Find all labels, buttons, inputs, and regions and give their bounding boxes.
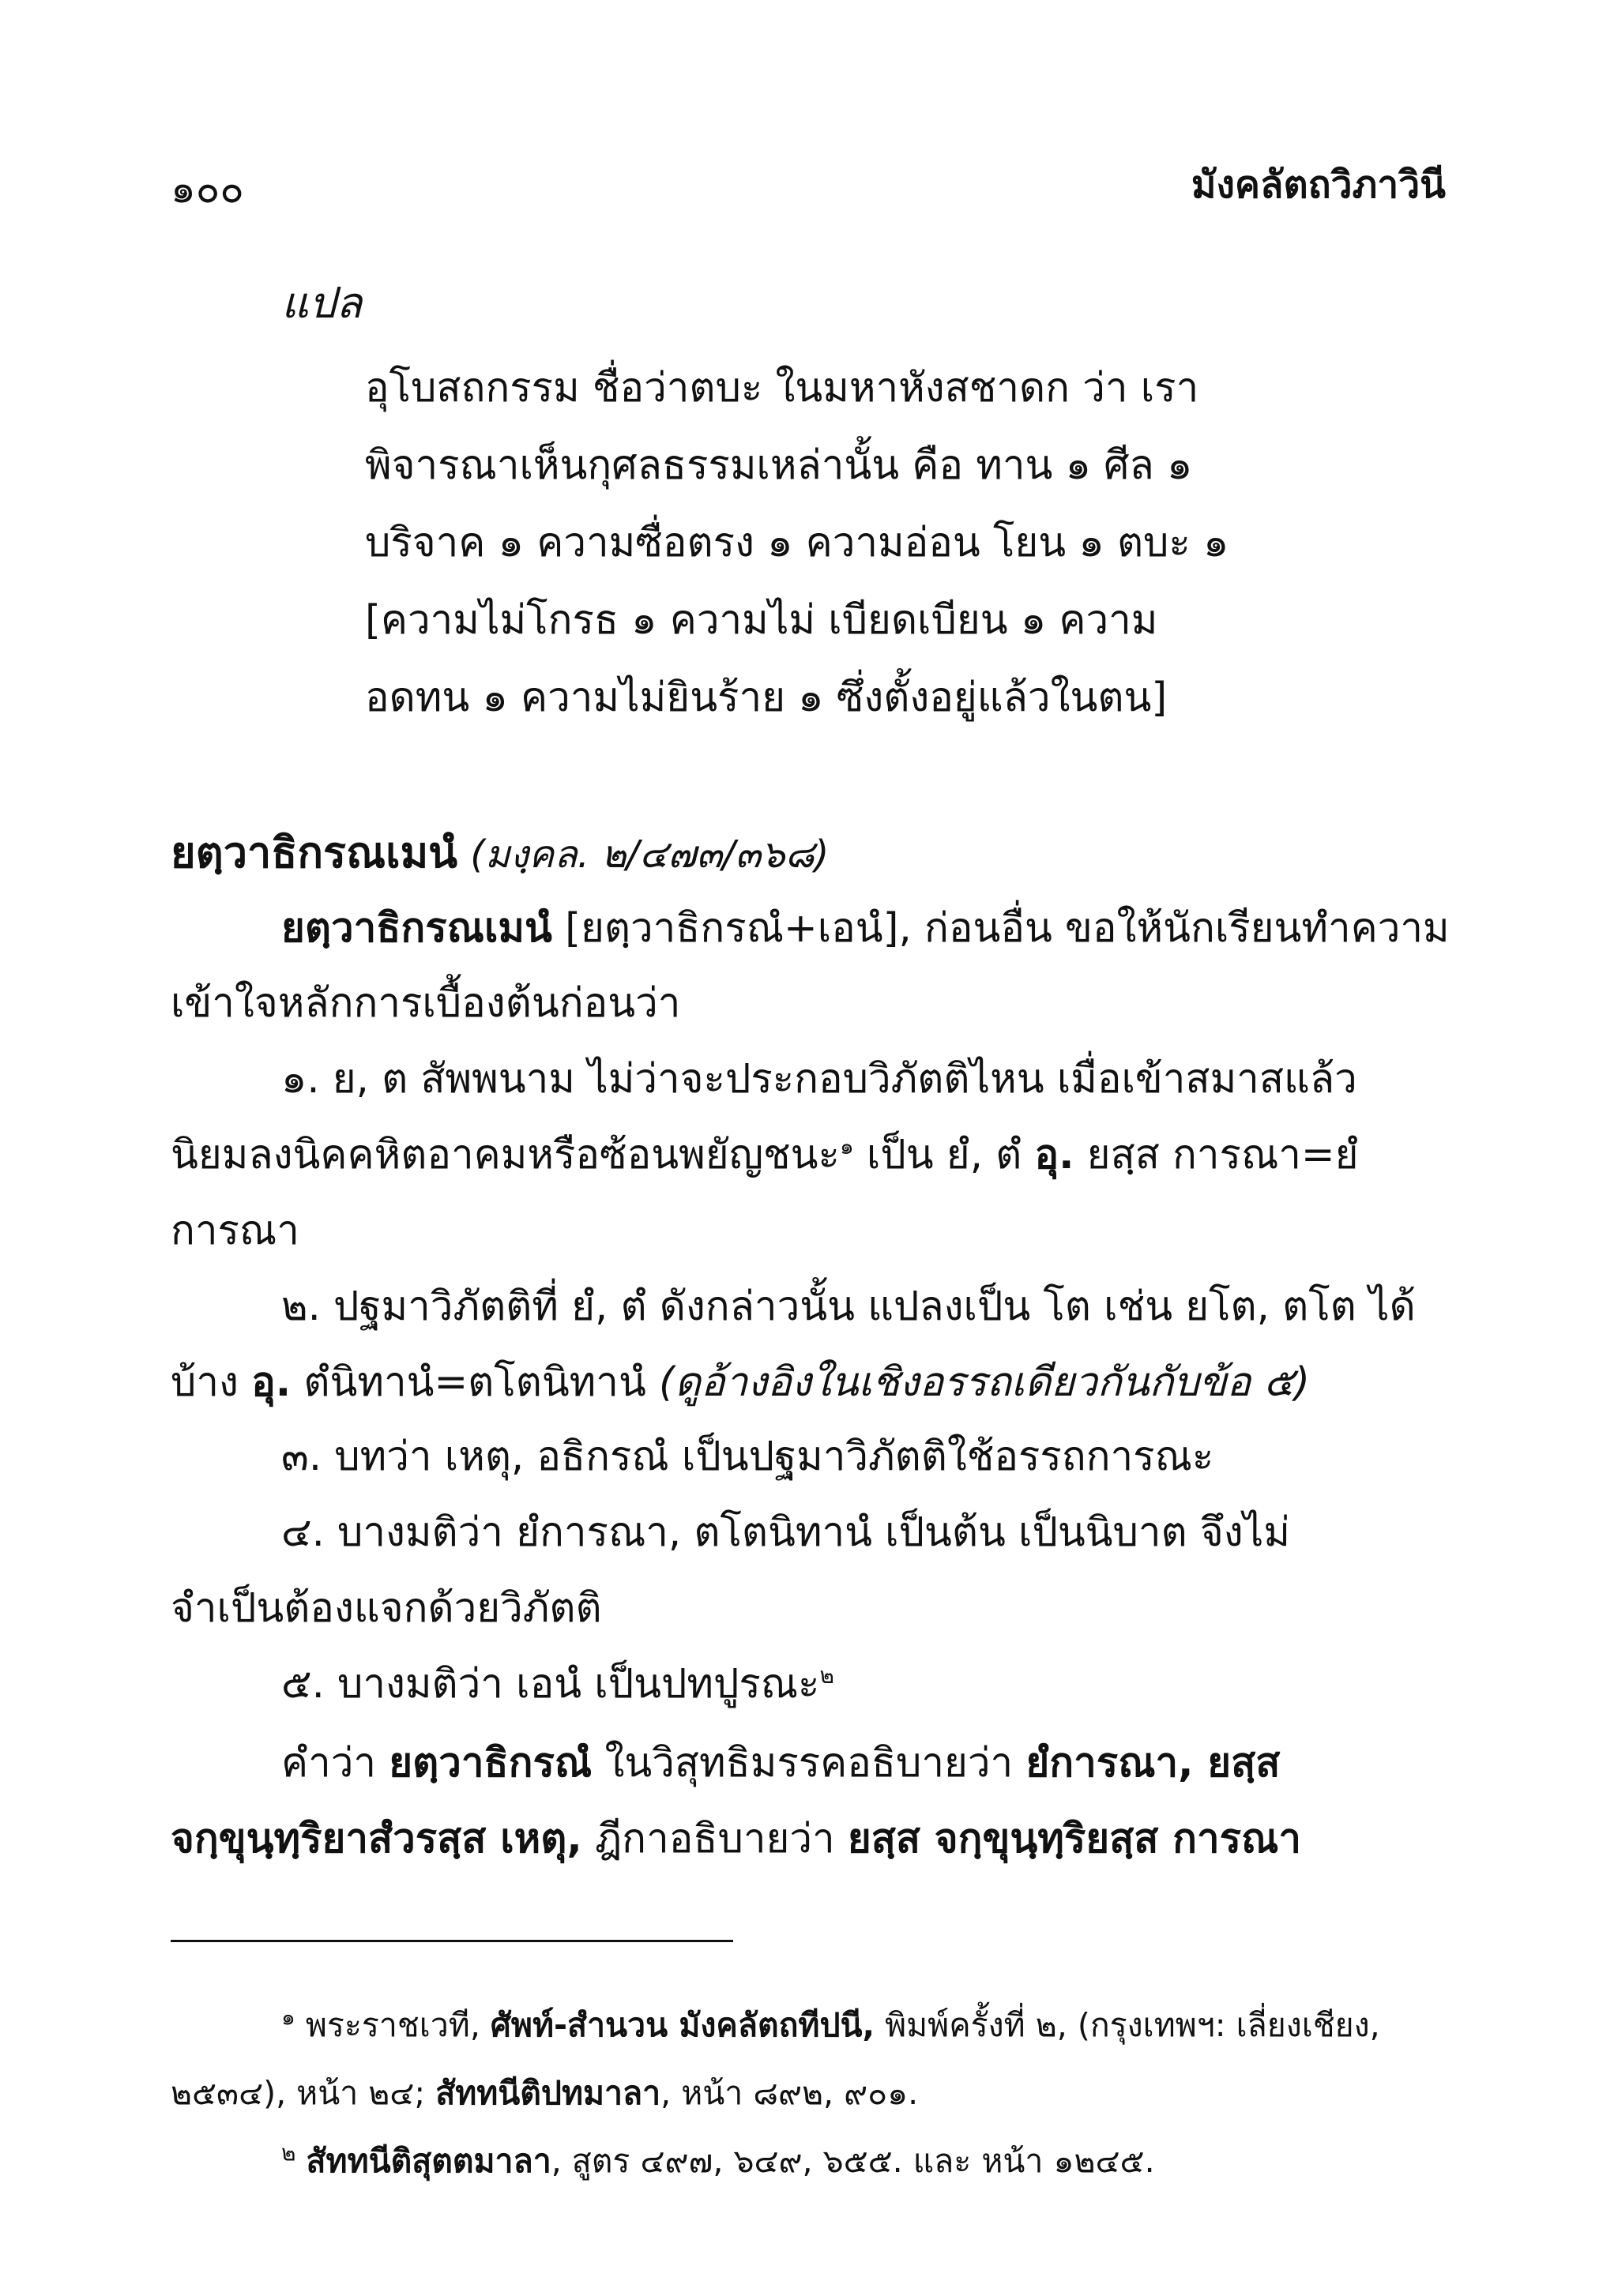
body-text: บ้าง (171, 1359, 252, 1406)
footnote-text: พระราชเวที, (295, 2006, 491, 2044)
footnote-2 (281, 2136, 1155, 2187)
section-heading (171, 818, 829, 886)
body-text: นิยมลงนิคคหิตอาคมหรือซ้อนพยัญชนะ (171, 1132, 840, 1178)
cross-reference-note: (ดูอ้างอิงในเชิงอรรถเดียวกันกับข้อ ๕) (659, 1359, 1311, 1406)
term-bold: ยตฺวาธิกรณเมนํ (281, 905, 552, 952)
footnote-text: พิมพ์ครั้งที่ ๒, (กรุงเทพฯ: เลี่ยงเชียง, (875, 2006, 1380, 2044)
body-line (281, 896, 1450, 960)
example-marker: อุ. (251, 1359, 292, 1406)
running-title: มังคลัตถวิภาวินี (1191, 163, 1446, 207)
body-text: ฎีกาอธิบายว่า (581, 1816, 848, 1862)
page-number: ๑๐๐ (171, 166, 244, 212)
list-item-4-line: จำเป็นต้องแจกด้วยวิภัตติ (171, 1585, 602, 1632)
footnote-title: สัททนีติปทมาลา (435, 2074, 661, 2112)
section-heading-term: ยตฺวาธิกรณเมนํ (171, 828, 458, 877)
body-text: ตํนิทานํ=ตโตนิทานํ (291, 1359, 660, 1406)
body-text: ๕. บางมติว่า เอนํ เป็นปทปูรณะ (281, 1661, 820, 1708)
body-text: ยสฺส การณา=ยํ (1074, 1132, 1359, 1178)
example-marker: อุ. (1034, 1132, 1074, 1178)
translation-line: อุโบสถกรรม ชื่อว่าตบะ ในมหาหังสชาดก ว่า เรา (365, 365, 1199, 411)
body-line (171, 1806, 1301, 1870)
translation-line: [ความไม่โกรธ ๑ ความไม่ เบียดเบียน ๑ ความ (365, 597, 1158, 644)
footnote-1-continued (171, 2068, 918, 2119)
footnote-1 (281, 2000, 1380, 2051)
footnote-number: ๒ (281, 2140, 296, 2166)
list-item-1-line: การณา (171, 1208, 299, 1254)
body-text: ในวิสุทธิมรรคอธิบายว่า (592, 1740, 1026, 1787)
footnote-text: , หน้า ๘๙๒, ๙๐๑. (660, 2074, 919, 2112)
body-line: เข้าใจหลักการเบื้องต้นก่อนว่า (171, 980, 681, 1027)
body-line (281, 1730, 1280, 1794)
footnote-text (295, 2142, 306, 2180)
footnote-separator (171, 1940, 733, 1942)
list-item-4-line: ๔. บางมติว่า ยํการณา, ตโตนิทานํ เป็นต้น เป็นนิบาต จึงไม่ (281, 1509, 1290, 1556)
body-text: เป็น ยํ, ตํ (853, 1132, 1035, 1178)
list-item-2-line (171, 1350, 1310, 1414)
term-bold: ยตฺวาธิกรณํ (389, 1740, 593, 1787)
list-item-1-line: ๑. ย, ต สัพพนาม ไม่ว่าจะประกอบวิภัตติไหน เมื่อเข้าสมาสแล้ว (281, 1056, 1357, 1103)
body-text: [ยตฺวาธิกรณํ+เอนํ], ก่อนอื่น ขอให้นักเรียนทำความ (551, 905, 1450, 952)
section-heading-reference: (มงฺคล. ๒/๔๗๓/๓๖๘) (470, 832, 830, 877)
term-bold: ยํการณา, ยสฺส (1025, 1740, 1281, 1787)
footnote-marker[interactable]: ๑ (839, 1133, 854, 1159)
footnote-title: ศัพท์-สำนวน มังคลัตถทีปนี, (490, 2006, 875, 2044)
body-text: คำว่า (281, 1740, 389, 1787)
footnote-title: สัททนีติสุตตมาลา (306, 2142, 551, 2180)
footnote-number: ๑ (281, 2004, 295, 2031)
footnote-marker[interactable]: ๒ (819, 1663, 834, 1689)
translation-line: บริจาค ๑ ความซื่อตรง ๑ ความอ่อน โยน ๑ ตบะ ๑ (365, 520, 1229, 566)
term-bold: ยสฺส จกฺขุนฺทฺริยสฺส การณา (847, 1816, 1301, 1862)
translation-label: แปล (281, 278, 363, 328)
footnote-text: ๒๕๓๔), หน้า ๒๔; (171, 2074, 436, 2112)
translation-line: อดทน ๑ ความไม่ยินร้าย ๑ ซึ่งตั้งอยู่แล้วในตน] (365, 675, 1168, 721)
term-bold: จกฺขุนฺทฺริยาสํวรสฺส เหตุ, (171, 1816, 582, 1862)
translation-line: พิจารณาเห็นกุศลธรรมเหล่านั้น คือ ทาน ๑ ศีล ๑ (365, 442, 1193, 489)
list-item-2-line: ๒. ปฐมาวิภัตติที่ ยํ, ตํ ดังกล่าวนั้น แปลงเป็น โต เช่น ยโต, ตโต ได้ (281, 1283, 1416, 1330)
list-item-1-line (171, 1122, 1359, 1186)
list-item-5-line (281, 1652, 834, 1715)
footnote-text: , สูตร ๔๙๗, ๖๔๙, ๖๕๕. และ หน้า ๑๒๔๕. (551, 2142, 1155, 2180)
list-item-3-line: ๓. บทว่า เหตุ, อธิกรณํ เป็นปฐมาวิภัตติใช้อรรถการณะ (281, 1434, 1214, 1480)
